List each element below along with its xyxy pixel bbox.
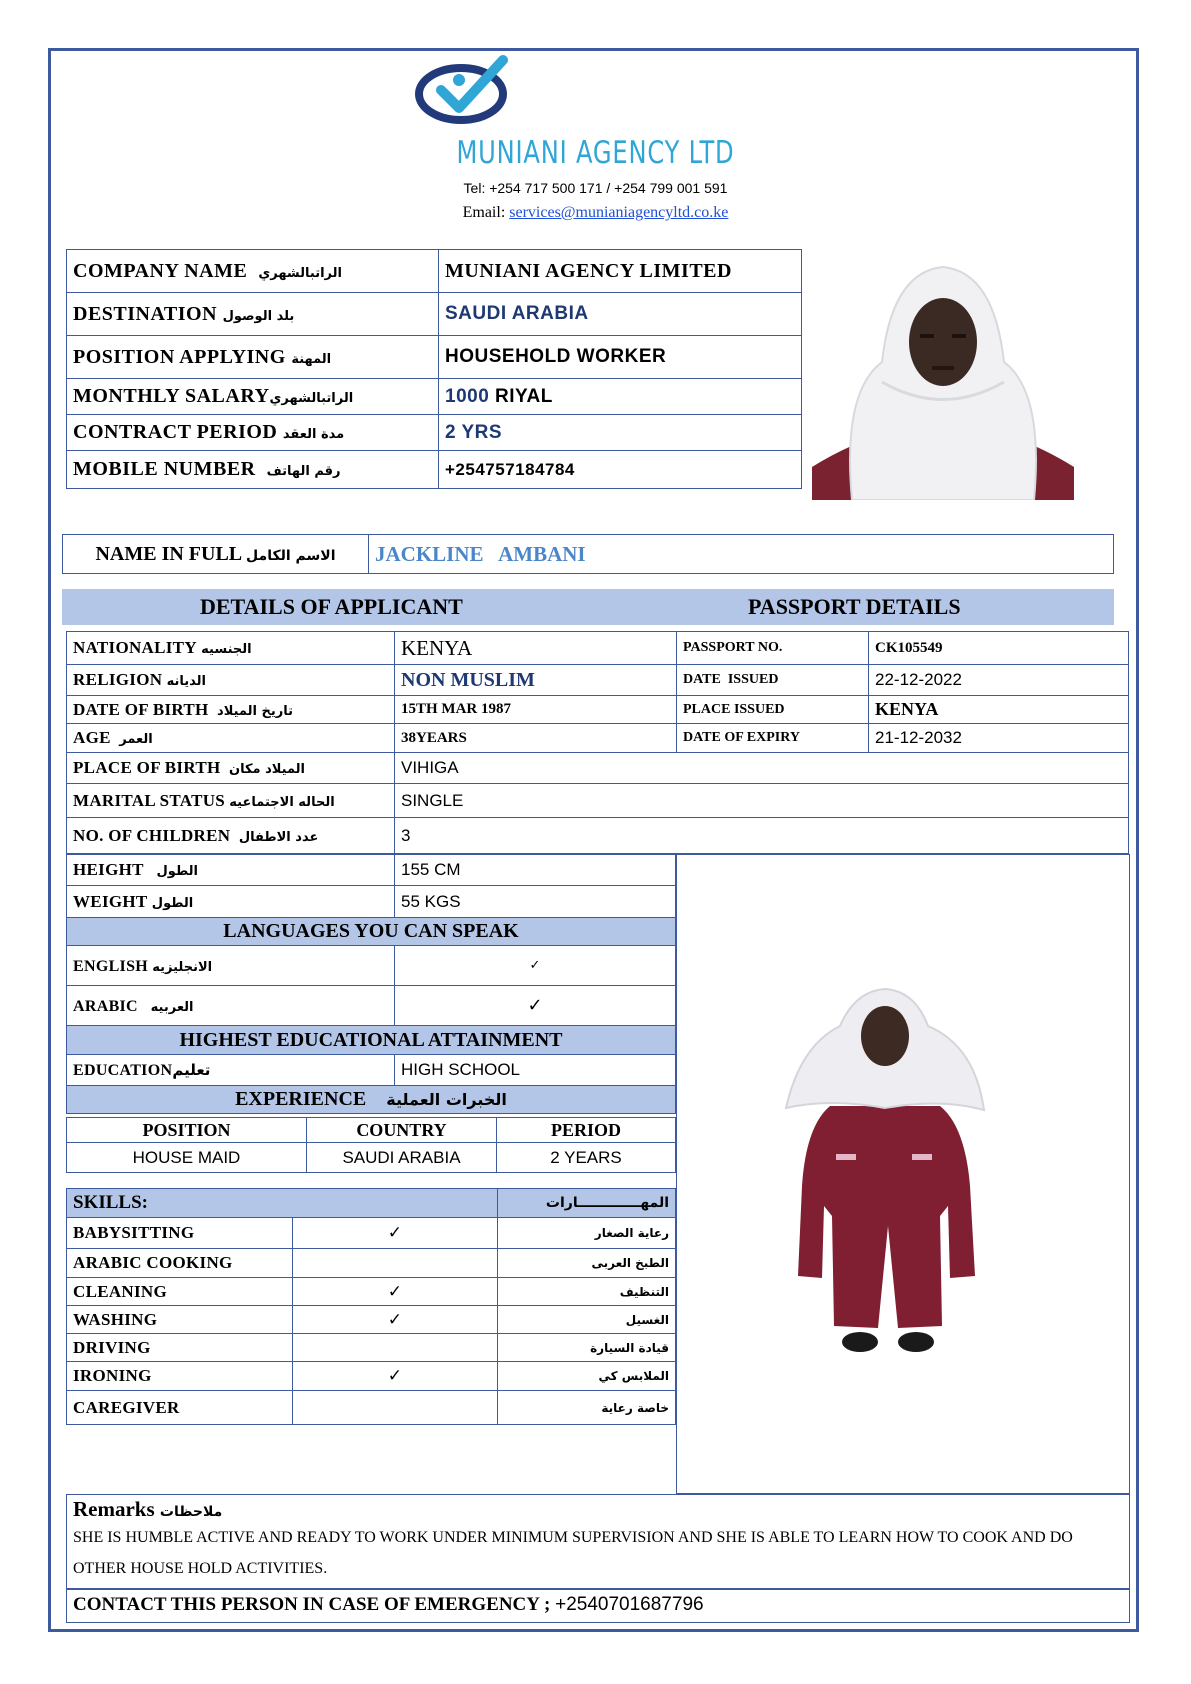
language-row	[67, 946, 676, 986]
education-arabic: تعليم	[172, 1061, 211, 1079]
skill-label: CAREGIVER	[67, 1391, 293, 1425]
experience-period: 2 YEARS	[497, 1143, 676, 1173]
detail-label: WEIGHT	[73, 891, 148, 911]
education-row	[67, 1055, 676, 1086]
full-name-value: JACKLINE AMBANI	[369, 535, 1114, 574]
remarks-heading	[73, 1497, 1123, 1522]
agency-logo-icon	[415, 54, 511, 126]
detail-arabic: الطول	[156, 864, 198, 879]
detail-row	[67, 632, 1129, 665]
info-arabic: بلد الوصول	[222, 308, 295, 324]
detail-label: NATIONALITY	[73, 638, 197, 657]
skills-table	[66, 1188, 676, 1425]
emergency-contact-row	[66, 1589, 1130, 1623]
skill-check-icon: ✓	[292, 1218, 497, 1249]
detail-row	[67, 855, 676, 886]
detail-arabic: الطول	[151, 895, 194, 911]
info-value: HOUSEHOLD WORKER	[439, 336, 802, 379]
skill-row	[67, 1278, 676, 1306]
passport-no-value: CK105549	[869, 632, 1129, 665]
detail-row	[67, 784, 1129, 818]
detail-arabic: عدد الاطفال	[238, 829, 319, 845]
skill-arabic: قيادة السيارة	[498, 1334, 676, 1362]
experience-arabic: الخبرات العملية	[386, 1090, 507, 1109]
education-header-row	[67, 1026, 676, 1055]
detail-arabic: تاريخ الميلاد	[217, 703, 293, 719]
full-name-label-cell	[63, 535, 369, 574]
detail-arabic: الميلاد مكان	[229, 762, 306, 777]
height-value: 155 CM	[395, 855, 676, 886]
english-check-icon: ✓	[395, 946, 676, 986]
info-arabic: المهنة	[291, 351, 332, 367]
experience-country: SAUDI ARABIA	[307, 1143, 497, 1173]
info-value	[439, 379, 802, 415]
skill-row	[67, 1362, 676, 1391]
detail-row	[67, 724, 1129, 753]
info-value: MUNIANI AGENCY LIMITED	[439, 250, 802, 293]
education-value: HIGH SCHOOL	[395, 1055, 676, 1086]
experience-heading: EXPERIENCE	[235, 1088, 367, 1110]
language-label: ENGLISH	[73, 957, 149, 975]
emergency-label: CONTACT THIS PERSON IN CASE OF EMERGENCY ;	[73, 1594, 556, 1615]
company-title: MUNIANI AGENCY LTD	[456, 135, 735, 171]
detail-row	[67, 696, 1129, 724]
language-arabic: العربيه	[150, 999, 194, 1015]
date-issued-value: 22-12-2022	[869, 665, 1129, 696]
skill-row	[67, 1306, 676, 1334]
passport-no-label: PASSPORT NO.	[677, 632, 869, 665]
education-heading: HIGHEST EDUCATIONAL ATTAINMENT	[67, 1026, 676, 1055]
info-label: DESTINATION	[73, 302, 218, 325]
experience-col-country: COUNTRY	[307, 1118, 497, 1143]
place-of-birth-value: VIHIGA	[395, 753, 1129, 784]
emergency-number: 0701687796	[597, 1594, 704, 1615]
info-arabic: الراتبالشهري	[269, 391, 354, 406]
detail-label: NO. OF CHILDREN	[73, 825, 231, 845]
place-issued-label: PLACE ISSUED	[677, 696, 869, 724]
detail-arabic: الديانه	[166, 674, 206, 689]
skills-arabic-heading: المهـــــــــــــارات	[498, 1189, 676, 1218]
info-arabic: رقم الهاتف	[266, 464, 341, 479]
experience-header-row	[67, 1086, 676, 1114]
applicant-details-table	[66, 631, 1129, 854]
experience-position: HOUSE MAID	[67, 1143, 307, 1173]
email-line	[0, 204, 1191, 222]
skill-arabic: الغسيل	[498, 1306, 676, 1334]
applicant-full-body-photo	[770, 986, 1000, 1362]
info-row	[67, 415, 802, 451]
detail-label: RELIGION	[73, 670, 163, 689]
detail-row	[67, 886, 676, 918]
skill-arabic: رعاية الصغار	[498, 1218, 676, 1249]
experience-row	[67, 1143, 676, 1173]
info-arabic: الراتبالشهري	[258, 265, 342, 281]
detail-row	[67, 818, 1129, 854]
skill-check-icon	[292, 1391, 497, 1425]
detail-label: MARITAL STATUS	[73, 790, 226, 810]
experience-header	[67, 1118, 676, 1143]
skill-label: WASHING	[67, 1306, 293, 1334]
detail-arabic: الجنسيه	[201, 642, 252, 657]
languages-header-row	[67, 918, 676, 946]
applicant-headshot	[812, 242, 1074, 500]
skill-arabic: الملابس كي	[498, 1362, 676, 1391]
full-name-label: NAME IN FULL	[95, 542, 242, 565]
nationality-value: KENYA	[395, 632, 677, 665]
experience-heading-cell	[67, 1086, 676, 1114]
skills-header-row	[67, 1189, 676, 1218]
info-value: SAUDI ARABIA	[439, 293, 802, 336]
full-name-row	[63, 535, 1114, 574]
experience-col-position: POSITION	[67, 1118, 307, 1143]
detail-arabic: الحاله الاجتماعيه	[229, 794, 335, 810]
detail-row	[67, 753, 1129, 784]
email-label: Email:	[462, 204, 510, 221]
telephone-line: Tel: +254 717 500 171 / +254 799 001 591	[463, 180, 728, 196]
skill-arabic: الطبخ العربى	[498, 1249, 676, 1278]
emergency-prefix: +254	[555, 1594, 598, 1615]
info-value: 2 YRS	[439, 415, 802, 451]
info-label: POSITION APPLYING	[73, 345, 286, 368]
info-row	[67, 336, 802, 379]
full-name-arabic: الاسم الكامل	[246, 547, 336, 564]
education-label: EDUCATION	[73, 1062, 173, 1079]
experience-table	[66, 1117, 676, 1173]
detail-arabic: العمر	[119, 732, 153, 747]
detail-label: DATE OF BIRTH	[73, 699, 209, 719]
language-label: ARABIC	[73, 997, 138, 1015]
info-label: CONTRACT PERIOD	[73, 421, 278, 443]
weight-value: 55 KGS	[395, 886, 676, 918]
skill-arabic: التنظيف	[498, 1278, 676, 1306]
skill-check-icon: ✓	[292, 1362, 497, 1391]
info-label: MOBILE NUMBER	[73, 458, 256, 480]
skill-label: IRONING	[67, 1362, 293, 1391]
date-issued-label: DATE ISSUED	[677, 665, 869, 696]
marital-status-value: SINGLE	[395, 784, 1129, 818]
details-of-applicant-heading: DETAILS OF APPLICANT	[200, 594, 463, 619]
skill-check-icon	[292, 1334, 497, 1362]
company-info-table	[66, 249, 802, 489]
skill-check-icon: ✓	[292, 1278, 497, 1306]
skill-row	[67, 1391, 676, 1425]
skill-check-icon	[292, 1249, 497, 1278]
children-value: 3	[395, 818, 1129, 854]
skill-check-icon: ✓	[292, 1306, 497, 1334]
email-link[interactable]: services@munianiagencyltd.co.ke	[509, 204, 729, 221]
date-of-expiry-label: DATE OF EXPIRY	[677, 724, 869, 753]
place-issued-value: KENYA	[869, 696, 1129, 724]
language-row	[67, 986, 676, 1026]
detail-row	[67, 665, 1129, 696]
remarks-title: Remarks	[73, 1497, 155, 1521]
experience-col-period: PERIOD	[497, 1118, 676, 1143]
detail-label: AGE	[73, 728, 111, 747]
passport-details-heading: PASSPORT DETAILS	[748, 594, 961, 619]
salary-currency: RIYAL	[489, 385, 553, 407]
date-of-expiry-value: 21-12-2032	[869, 724, 1129, 753]
salary-amount: 1000	[445, 385, 490, 407]
info-label: MONTHLY SALARY	[73, 385, 270, 407]
skill-row	[67, 1334, 676, 1362]
info-row	[67, 379, 802, 415]
age-value: 38YEARS	[395, 724, 677, 753]
skill-row	[67, 1218, 676, 1249]
skills-heading: SKILLS:	[67, 1189, 498, 1218]
skill-label: CLEANING	[67, 1278, 293, 1306]
skill-label: DRIVING	[67, 1334, 293, 1362]
remarks-text: SHE IS HUMBLE ACTIVE AND READY TO WORK UNDER MINIMUM SUPERVISION AND SHE IS ABLE TO LEARN HOW TO COOK AND DO OTHER HOUSE HOLD ACTIVITIES.	[73, 1529, 1073, 1577]
detail-label: HEIGHT	[73, 860, 144, 879]
detail-label: PLACE OF BIRTH	[73, 758, 221, 777]
arabic-check-icon: ✓	[395, 986, 676, 1026]
skill-row	[67, 1249, 676, 1278]
info-arabic: مدة العقد	[282, 427, 345, 442]
remarks-box	[66, 1494, 1130, 1589]
physical-language-table	[66, 854, 676, 1114]
info-row	[67, 293, 802, 336]
full-name-table	[62, 534, 1114, 574]
info-row	[67, 451, 802, 489]
language-arabic: الانجليزيه	[152, 959, 213, 975]
info-value: +254757184784	[439, 451, 802, 489]
skill-arabic: خاصة رعاية	[498, 1391, 676, 1425]
info-label: COMPANY NAME	[73, 259, 248, 282]
info-row	[67, 250, 802, 293]
skill-label: BABYSITTING	[67, 1218, 293, 1249]
languages-heading: LANGUAGES YOU CAN SPEAK	[67, 918, 676, 946]
remarks-arabic: ملاحظات	[159, 1504, 223, 1520]
skill-label: ARABIC COOKING	[67, 1249, 293, 1278]
dob-value: 15TH MAR 1987	[395, 696, 677, 724]
religion-value: NON MUSLIM	[395, 665, 677, 696]
